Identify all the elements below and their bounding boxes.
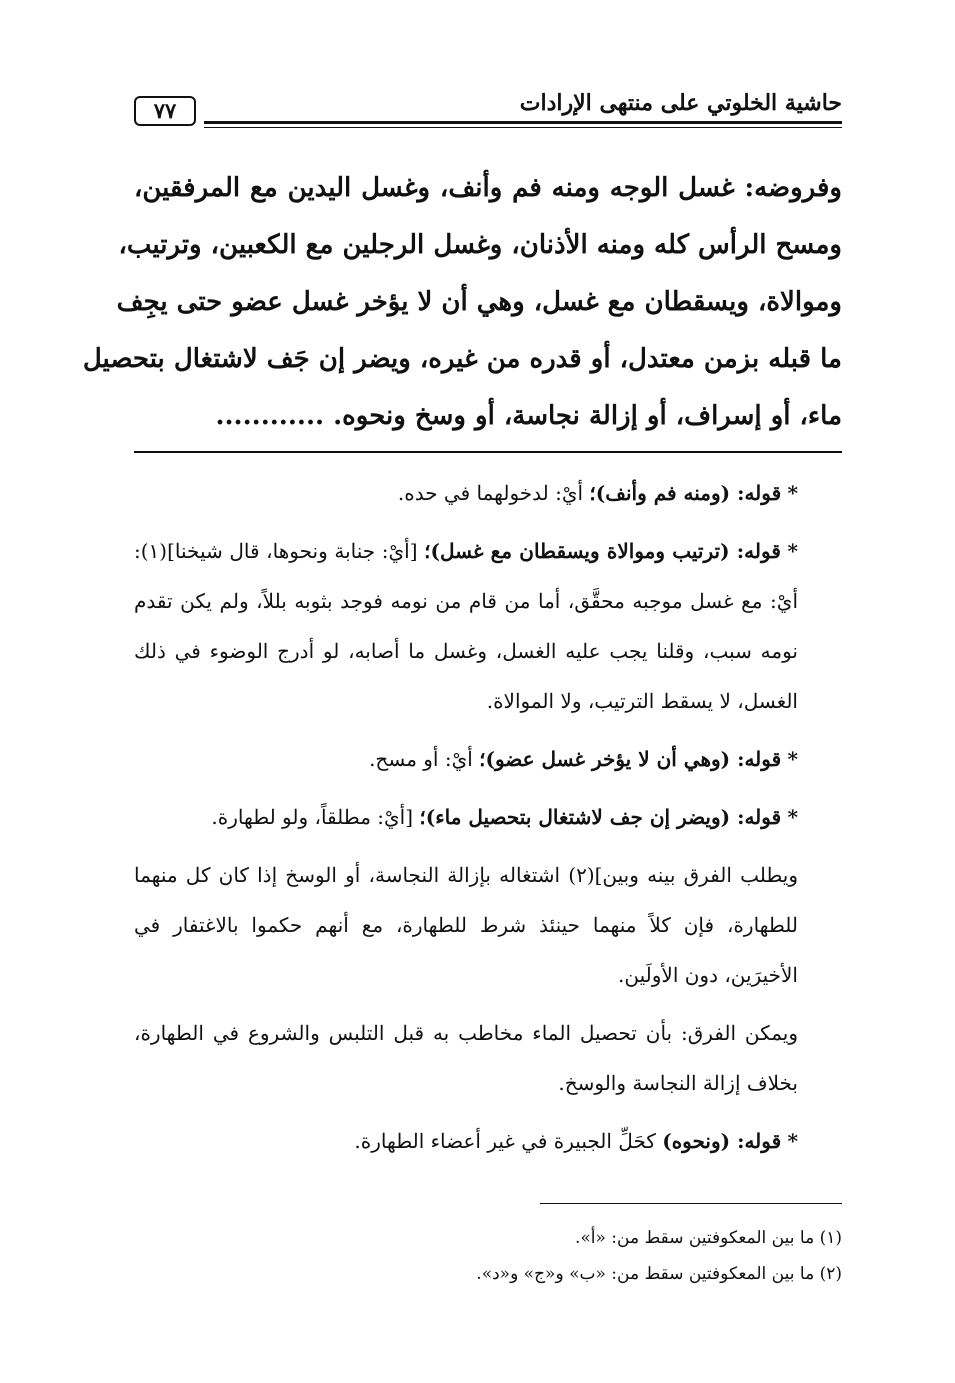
footnote-item: (١) ما بين المعكوفتين سقط من: «أ». xyxy=(574,1228,842,1248)
asterisk-marker: * xyxy=(787,539,798,563)
quote-lead: قوله: (ويضر إن جف لاشتغال بتحصيل ماء)؛ xyxy=(419,805,782,829)
asterisk-marker: * xyxy=(787,1129,798,1153)
page-number: ٧٧ xyxy=(134,96,196,126)
filler-dots: ............ xyxy=(215,401,325,431)
commentary-text: أيْ: لدخولهما في حده. xyxy=(397,481,590,505)
running-title: حاشية الخلوتي على منتهى الإرادات xyxy=(519,90,842,116)
commentary-paragraph xyxy=(134,468,842,518)
section-divider xyxy=(134,451,842,453)
matn-line-text: ماء، أو إسراف، أو إزالة نجاسة، أو وسخ ونحوه. xyxy=(333,401,842,431)
commentary-paragraph xyxy=(134,792,842,842)
commentary-section xyxy=(134,468,842,1174)
quote-lead: قوله: (وهي أن لا يؤخر غسل عضو)؛ xyxy=(479,747,782,771)
commentary-text: أيْ: أو مسح. xyxy=(369,747,480,771)
asterisk-marker: * xyxy=(787,747,798,771)
commentary-paragraph: ويطلب الفرق بينه وبين](٢) اشتغاله بإزالة النجاسة، أو الوسخ إذا كان كل منهما للطهارة، فإن كلاً منهما حينئذ شرط للطهارة، مع أنهم حكموا بالاغتفار في الأخيرَين، دون الأولَين. xyxy=(134,863,798,987)
commentary-text: [أيْ: مطلقاً، ولو لطهارة. xyxy=(211,805,420,829)
footnotes xyxy=(242,1220,842,1292)
quote-lead: قوله: (ونحوه) xyxy=(662,1129,782,1153)
asterisk-marker: * xyxy=(787,481,798,505)
matn-line: ومسح الرأس كله ومنه الأذنان، وغسل الرجلين مع الكعبين، وترتيب، xyxy=(118,230,842,260)
matn-line-last xyxy=(134,388,842,445)
quote-lead: قوله: (ومنه فم وأنف)؛ xyxy=(589,481,782,505)
commentary-paragraph: ويمكن الفرق: بأن تحصيل الماء مخاطب به قبل التلبس والشروع في الطهارة، بخلاف إزالة النجاسة والوسخ. xyxy=(134,1021,798,1095)
matn-line: وفروضه: غسل الوجه ومنه فم وأنف، وغسل اليدين مع المرفقين، xyxy=(134,173,842,203)
footnote-divider xyxy=(540,1203,842,1204)
commentary-paragraph xyxy=(134,1116,842,1166)
asterisk-marker: * xyxy=(787,805,798,829)
page-header xyxy=(134,88,842,132)
matn-line: ما قبله بزمن معتدل، أو قدره من غيره، ويضر إن جَف لاشتغال بتحصيل xyxy=(82,344,842,374)
quote-lead: قوله: (ترتيب وموالاة ويسقطان مع غسل)؛ xyxy=(424,539,781,563)
commentary-paragraph xyxy=(134,734,842,784)
header-rule xyxy=(204,121,842,128)
commentary-paragraph xyxy=(134,526,842,726)
commentary-text: [أيْ: جنابة ونحوها، قال شيخنا](١): أيْ: مع غسل موجبه محقَّق، أما من قام من نومه فوجد بثوبه بللاً، ولم يكن تقدم نومه سبب، وقلنا يجب عليه الغسل، وغسل ما أصابه، لو أدرج الوضوء في ذلك الغسل، لا يسقط الترتيب، ولا الموالاة. xyxy=(134,539,799,713)
commentary-text: كحَلِّ الجبيرة في غير أعضاء الطهارة. xyxy=(354,1129,663,1153)
matn-line: وموالاة، ويسقطان مع غسل، وهي أن لا يؤخر غسل عضو حتى يجِف xyxy=(116,287,842,317)
main-matn-text xyxy=(82,160,842,445)
footnote-item: (٢) ما بين المعكوفتين سقط من: «ب» و«ج» و«د». xyxy=(476,1264,842,1284)
